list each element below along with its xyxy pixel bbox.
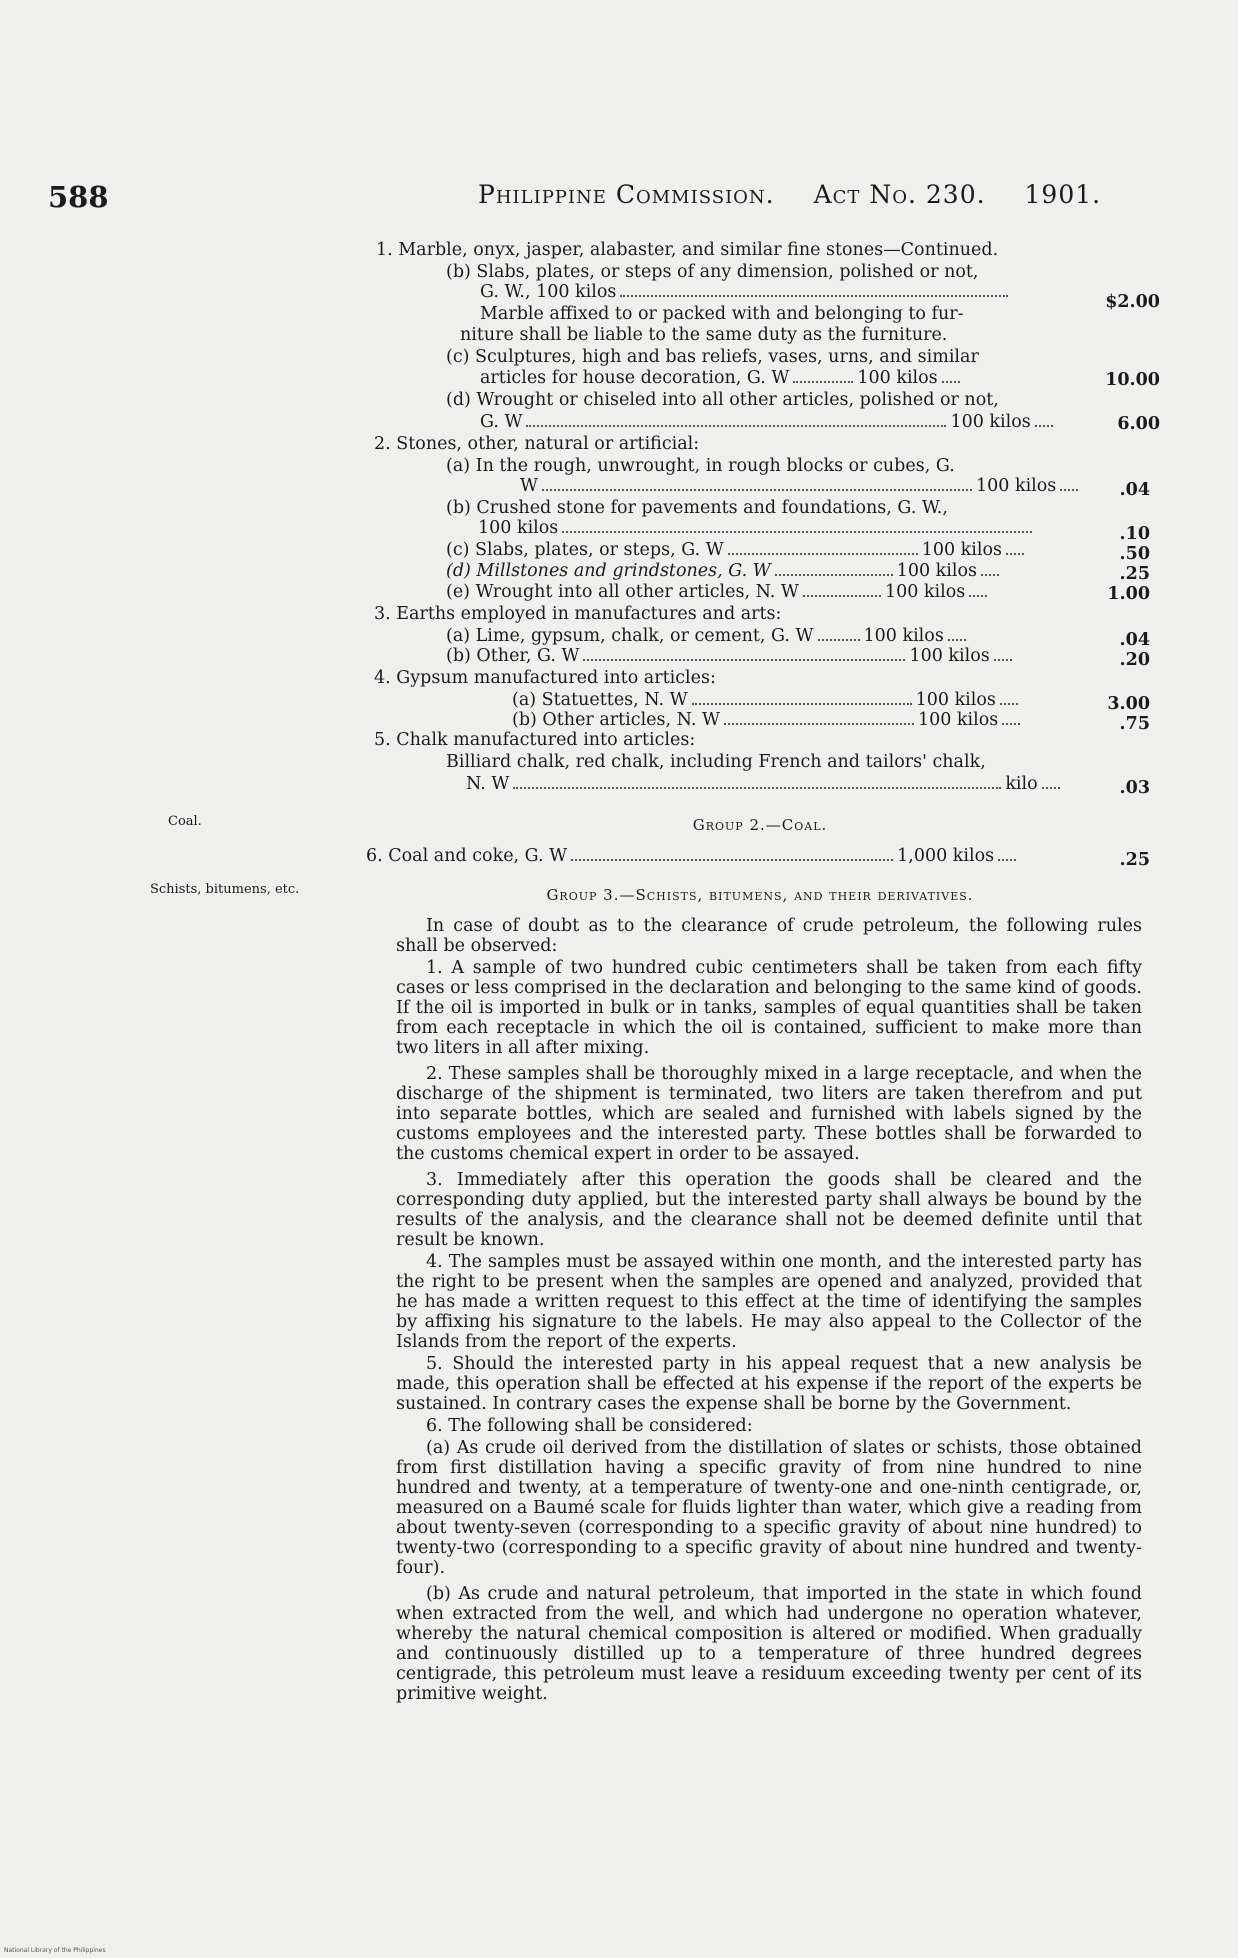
paragraph-intro: In case of doubt as to the clearance of crude petroleum, the following rules shall be observed: — [396, 916, 1142, 956]
group-3-heading: Group 3.—Schists, bitumens, and their derivatives. — [546, 886, 974, 904]
item-2d: (d) Millstones and grindstones, G. W 100 kilos — [446, 561, 1003, 581]
item-2e: (e) Wrought into all other articles, N. W 100 kilos — [446, 582, 991, 602]
item-1b-amount: $2.00 — [1105, 292, 1160, 312]
item-3b: (b) Other, G. W 100 kilos — [446, 646, 1016, 666]
item-5-amount: .03 — [1119, 778, 1150, 798]
item-1b-line1: (b) Slabs, plates, or steps of any dimension, polished or not, — [446, 262, 979, 282]
item-2a-line1: (a) In the rough, unwrought, in rough blocks or cubes, G. — [446, 456, 955, 476]
running-head — [478, 180, 1101, 209]
item-1c-line2: articles for house decoration, G. W 100 kilos — [480, 368, 964, 388]
item-5-heading: 5. Chalk manufactured into articles: — [374, 730, 696, 750]
item-4b-amount: .75 — [1119, 714, 1150, 734]
item-1-heading: 1. Marble, onyx, jasper, alabaster, and similar fine stones—Continued. — [376, 240, 999, 260]
item-4b: (b) Other articles, N. W 100 kilos — [512, 710, 1024, 730]
paragraph-1: 1. A sample of two hundred cubic centimeters shall be taken from each fifty cases or less comprised in the declaration and belonging to the same kind of goods. If the oil is imported in bulk or in tanks, samples of equal quantities shall be taken from each receptacle in which the oil is contained, sufficient to make more than two liters in all after mixing. — [396, 958, 1142, 1058]
group-3-text — [396, 916, 1142, 1704]
item-5-line1: Billiard chalk, red chalk, including French and tailors' chalk, — [446, 752, 986, 772]
item-4a: (a) Statuettes, N. W 100 kilos — [512, 690, 1022, 710]
item-3a: (a) Lime, gypsum, chalk, or cement, G. W 100 kilos — [446, 626, 970, 646]
item-1d-line1: (d) Wrought or chiseled into all other articles, polished or not, — [446, 390, 999, 410]
item-1c-amount: 10.00 — [1105, 370, 1160, 390]
paragraph-6: 6. The following shall be considered: — [426, 1416, 753, 1436]
group-2-heading: Group 2.—Coal. — [692, 816, 828, 834]
item-2b-line2: 100 kilos — [478, 518, 1036, 538]
item-1-note-line1: Marble affixed to or packed with and belonging to fur- — [480, 304, 964, 324]
item-4a-amount: 3.00 — [1107, 694, 1150, 714]
item-2a-amount: .04 — [1119, 480, 1150, 500]
paragraph-5: 5. Should the interested party in his appeal request that a new analysis be made, this operation shall be effected at his expense if the report of the experts be sustained. In contrary cases the expense shall be borne by the Government. — [396, 1354, 1142, 1414]
item-2c: (c) Slabs, plates, or steps, G. W 100 kilos — [446, 540, 1028, 560]
item-1d-amount: 6.00 — [1117, 414, 1160, 434]
item-3-heading: 3. Earths employed in manufactures and arts: — [374, 604, 782, 624]
margin-note-schists: Schists, bitumens, etc. — [150, 882, 300, 897]
item-3b-amount: .20 — [1119, 650, 1150, 670]
item-1c-line1: (c) Sculptures, high and bas reliefs, vases, urns, and similar — [446, 347, 979, 367]
paragraph-2: 2. These samples shall be thoroughly mixed in a large receptacle, and when the discharge of the shipment is terminated, two liters are taken therefrom and put into separate bottles, which are sealed and furnished with labels signed by the customs employees and the interested party. These bottles shall be forwarded to the customs chemical expert in order to be assayed. — [396, 1064, 1142, 1164]
item-2a-line2: W 100 kilos — [520, 476, 1082, 496]
scan-footer: National Library of the Philippines — [4, 1947, 106, 1954]
paragraph-4: 4. The samples must be assayed within one month, and the interested party has the right to be present when the samples are opened and analyzed, provided that he has made a written request to this effect at the time of identifying the samples by affixing his signature to the labels. He may also appeal to the Collector of the Islands from the report of the experts. — [396, 1252, 1142, 1352]
act-number: Act No. 230. — [813, 180, 986, 209]
item-5-line2: N. W kilo — [466, 774, 1064, 794]
paragraph-6b: (b) As crude and natural petroleum, that imported in the state in which found when extracted from the well, and which had undergone no operation whatever, whereby the natural chemical composition is altered or modified. When gradually and continuously distilled up to a temperature of three hundred degrees centigrade, this petroleum must leave a residuum exceeding twenty per cent of its primitive weight. — [396, 1584, 1142, 1704]
year: 1901. — [1024, 180, 1102, 209]
item-2b-line1: (b) Crushed stone for pavements and foundations, G. W., — [446, 498, 948, 518]
item-1b-line2: G. W., 100 kilos — [480, 282, 1012, 302]
commission-name: Philippine Commission. — [478, 180, 775, 209]
item-4-heading: 4. Gypsum manufactured into articles: — [374, 668, 716, 688]
item-2e-amount: 1.00 — [1107, 584, 1150, 604]
item-3a-amount: .04 — [1119, 630, 1150, 650]
item-6: 6. Coal and coke, G. W 1,000 kilos — [366, 846, 1020, 866]
paragraph-3: 3. Immediately after this operation the goods shall be cleared and the corresponding duty applied, but the interested party shall always be bound by the results of the analysis, and the clearance shall not be deemed definite until that result be known. — [396, 1170, 1142, 1250]
paragraph-6a: (a) As crude oil derived from the distillation of slates or schists, those obtained from first distillation having a specific gravity of from nine hundred to nine hundred and twenty, at a temperature of twenty-one and one-ninth centigrade, or, measured on a Baumé scale for fluids lighter than water, which give a reading from about twenty-seven (corresponding to a specific gravity of about nine hundred) to twenty-two (corresponding to a specific gravity of about nine hundred and twenty-four). — [396, 1438, 1142, 1578]
item-2b-amount: .10 — [1119, 524, 1150, 544]
item-6-amount: .25 — [1119, 850, 1150, 870]
item-2d-amount: .25 — [1119, 564, 1150, 584]
margin-note-coal: Coal. — [168, 814, 202, 829]
page-number: 588 — [48, 180, 109, 214]
item-1-note-line2: niture shall be liable to the same duty as the furniture. — [460, 325, 948, 345]
item-2-heading: 2. Stones, other, natural or artificial: — [374, 434, 700, 454]
item-1d-line2: G. W 100 kilos — [480, 412, 1057, 432]
item-2c-amount: .50 — [1119, 544, 1150, 564]
